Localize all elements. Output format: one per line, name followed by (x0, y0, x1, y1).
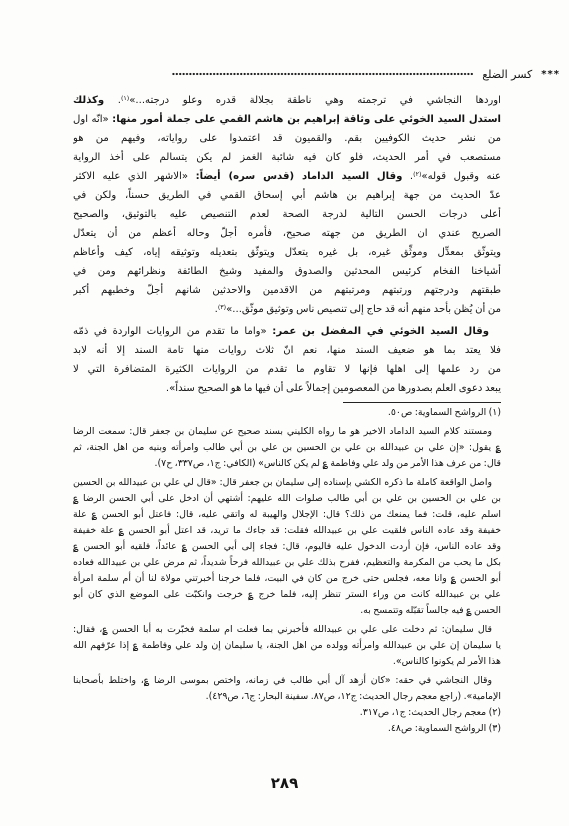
text-segment: عدّ الحديث من جهة إبراهيم بن هاشم أبي إسحاق القمي في الطريق حسناً، ولكن في (73, 190, 501, 201)
footnote-line: هذا الأمر لم يكونوا كالناس». (392, 656, 501, 667)
body-line (73, 322, 501, 341)
text-segment: مستصعب في أمر الحديث، فلو كان فيه شائبة الغمز لم يكن يتسالم على أخذ الرواية (73, 152, 501, 163)
footnote-line: بن علي بن الحسين بن علي بن أبي طالب صلوات الله عليهم: أشتهي أن ادخل على أبي الحسن الرضا ؏ (73, 493, 501, 504)
footnote-line: اسلم عليه، قلت: فما يمنعك من ذلك؟ قال: الإجلال والهيبة له واتقي عليه، قال: فاعتل أبو الحسن ؏ علة (73, 509, 501, 520)
text-segment: عنه وقبول قوله» (421, 171, 501, 182)
footnote-line: ومستند كلام السيد الداماد الاخير هو ما رواه الكليني بسند صحيح عن سليمان بن جعفر قال: سمعت الرضا (73, 426, 492, 437)
body-line (73, 167, 501, 186)
body-line (73, 341, 501, 360)
footnote (73, 705, 501, 721)
body-line (73, 360, 501, 379)
footnote-paragraph (73, 424, 501, 472)
body-line (73, 205, 501, 224)
body-text (73, 91, 501, 398)
footnote-line: وقال النجاشي في حقه: «كان أزهد آل أبي طالب في زمانه، واختص بموسى الرضا ؏، واختلط بأصحابنا (73, 675, 492, 686)
footnote-line: (١) الرواشح السماوية: ص٥٠. (387, 407, 501, 418)
footnote-line: أبو الحسن ؏ وانا معه، فجلس حتى خرج من كان في البيت، فلما خرجنا أخبرتني مولاة لنا أن أم سلمة امرأة (73, 573, 501, 584)
body-line (73, 110, 501, 129)
bold-text: استدل السيد الخوئي على وثاقة إبراهيم بن هاشم القمي على جملة أمور منها: (112, 114, 501, 125)
text-segment: أشياخنا الفخام كرئيس المحدثين والصدوق والمفيد وشيخ الطائفة ونظرائهم ومن في (73, 266, 501, 277)
footnote-line: وقد عاده الناس، فإن أردت الدخول عليه فاليوم، قال: فجاء إلى أبي الحسن ؏ عائداً، فلقيه أبو الحسن ؏ (73, 541, 501, 552)
footnote-paragraph (73, 622, 501, 670)
footnote-line: يا سليمان إن علي بن عبيدالله وامرأته وولده من اهل الجنة، يا سليمان إن ولد علي وفاطمة ؏ إذا عرّفهم الله (73, 640, 501, 651)
footnote-paragraph (73, 721, 501, 737)
text-segment: أعلى درجات الحسن التالية لدرجة الصحة لعدم التنصيص عليه بالتوثيق، والصحيح (73, 209, 501, 220)
body-line (73, 186, 501, 205)
running-title: كسر الضلع (482, 67, 533, 81)
text-segment: من أن يُظن بأحد منهم أنه قد حاج إلى تنصيص ناس وتوثيق موثّق...» (226, 304, 501, 315)
footnote-separator (343, 402, 501, 403)
running-header (172, 66, 560, 82)
text-segment: طبقتهم ودرجتهم ورتبتهم ومرتبتهم من الاقدمين والاحدثين شانهم أجلّ وخطبهم أكبر (73, 285, 501, 296)
text-segment: ويتوثّق بمعدِّل وموثِّق غيره، بل غيره يتعدّل ويتوثّق بتعديله وتوثيقه إياه، كيف وأعاظم (73, 247, 501, 258)
footnote-line: (٢) معجم رجال الحديث: ج١، ص٣١٧. (359, 707, 501, 718)
body-line (73, 91, 501, 110)
footnotes (73, 405, 501, 737)
bold-text: وقال السيد الداماد (قدس سره) أيضاً: (195, 171, 403, 182)
body-line (73, 148, 501, 167)
body-paragraph (73, 322, 501, 398)
footnote-marker: (٣) (217, 303, 227, 311)
page-number: ٢٨٩ (270, 774, 299, 792)
text-segment: من نشر حديث الكوفيين بقم. والقميون قد اعتمدوا على رواياته، وفيهم من هو (73, 133, 501, 144)
body-line (73, 224, 501, 243)
footnote-line: قال: من عرف هذا الأمر من ولد علي وفاطمة ؏ لم يكن كالناس» (الكافي: ج١، ص٣٣٧، ح٧). (154, 458, 501, 469)
footnote-line: الحسن ؏ فيه جالساً تقبّله وتتمسح به. (360, 605, 501, 616)
text-segment: اوردها النجاشي في ترجمته وهي ناطقة بجلالة قدره وعلو درجته...» (129, 95, 501, 106)
footnote-line: واصل الواقعة كاملة ما ذكره الكشي بإسناده إلى سليمان بن جعفر قال: «قال لي علي بن عبيدالله بن الحسين (73, 477, 492, 488)
text-segment: فلا يعتد بما هو ضعيف السند منها، نعم انّ ثلاث روايات منها تامة السند إلا أنه لابد (73, 345, 501, 356)
footnote-line: خفيفة وقد عاده الناس فلقيت علي بن عبيدالله فقلت: قد جاءك ما تريد، قد اعتل أبو الحسن ؏ علة خفيفة (73, 525, 501, 536)
text-segment: من رد علمها إلى اهلها فإنها لا تقاوم ما تقدم من الروايات الكثيرة المتضافرة التي لا (73, 364, 501, 375)
footnote-line: علي بن عبيدالله كانت من وراء الستر تنظر إليه، فلما خرج ؏ خرجت وانكبّت على الموضع الذي كان أبو (73, 589, 501, 600)
text-segment: «انّه اول (73, 114, 113, 125)
text-segment: الصريح عندي ان الطريق من جهته صحيح، فأمره أجلّ وحاله أعظم من أن يتعدّل (73, 228, 501, 239)
footnote-marker: (٢) (413, 170, 422, 178)
body-line (73, 300, 501, 319)
header-ornament: *** (541, 68, 560, 80)
body-line (73, 129, 501, 148)
footnote-line: قال سليمان: ثم دخلت على علي بن عبيدالله فأخبرني بما فعلت ام سلمة فخبّرت به أبا الحسن ؏، فقال: (73, 624, 492, 635)
footnote-line: الإمامية». (راجع معجم رجال الحديث: ج١٢، ص٨٧. سفينة البحار: ج٦، ص٤٢٩). (205, 691, 501, 702)
text-segment: . (402, 171, 414, 182)
footnote-line: (٣) الرواشح السماوية: ص٤٨. (387, 723, 501, 734)
body-line (73, 379, 501, 398)
bold-text: وقال السيد الخوئي في المفضل بن عمر: (272, 326, 489, 337)
footnote-line: بكل ما يحب من المكرمة والتعظيم، ففرح بذلك علي بن عبيدالله فرحاً شديداً، ثم مرض علي بن عبيدالله فعاده (73, 557, 501, 568)
body-line (73, 281, 501, 300)
footnote-line: ؏ يقول: «إن علي بن عبيدالله بن علي بن الحسين بن علي بن أبي طالب وامرأته وبنيه من اهل الجنة، ثم (73, 442, 501, 453)
body-paragraph (73, 91, 501, 319)
footnote (73, 721, 501, 737)
body-line (73, 262, 501, 281)
text-segment: «واما ما تقدم من الروايات الواردة في ذمّه (73, 326, 273, 337)
footnote-paragraph (73, 705, 501, 721)
footnote-paragraph (73, 475, 501, 619)
footnote-paragraph (73, 673, 501, 705)
text-segment: . (104, 95, 121, 106)
bold-text: وكذلك (73, 95, 105, 106)
footnote-marker: (١) (120, 94, 130, 102)
text-segment: . (214, 304, 218, 315)
text-segment: يبعد دعوى العلم بصدورها من المعصومين إجمالاً على أن فيها ما هو الصحيح سنداً». (165, 383, 501, 394)
footnote (73, 405, 501, 705)
footnote-paragraph (73, 405, 501, 421)
text-segment: «الاشهر الذي عليه الاكثر (73, 171, 196, 182)
header-ornament-rule (172, 71, 473, 77)
body-line (73, 243, 501, 262)
